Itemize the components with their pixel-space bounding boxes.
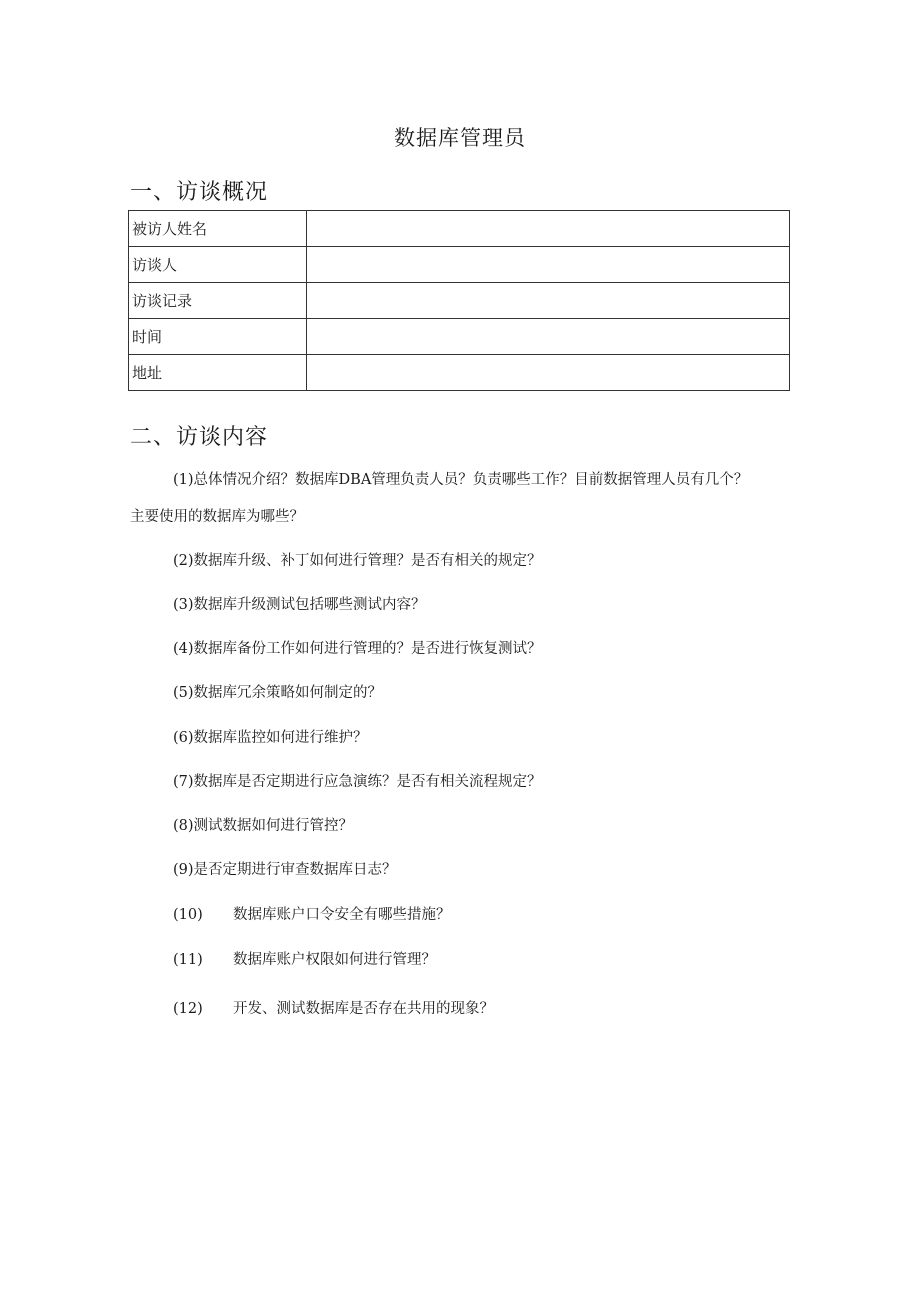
question-number: (3) [173,597,194,613]
question-text: 数据库账户口令安全有哪些措施？ [233,907,451,923]
question-text: 总体情况介绍？数据库DBA管理负责人员？负责哪些工作？目前数据管理人员有几个？ [193,472,749,488]
question-text: 开发、测试数据库是否存在共用的现象？ [233,1001,494,1017]
question-6 [173,728,368,748]
question-text: 数据库升级、补丁如何进行管理？是否有相关的规定？ [193,553,542,569]
question-text: 数据库监控如何进行维护？ [193,730,368,746]
question-number: (9) [173,862,194,878]
table-row [129,355,790,391]
question-7 [173,772,542,792]
question-text: 数据库升级测试包括哪些测试内容？ [193,597,426,613]
value-interviewee-name [307,211,790,247]
table-row [129,247,790,283]
question-3 [173,595,426,615]
question-8 [173,816,353,836]
label-time: 时间 [129,319,307,355]
question-number: (8) [173,818,194,834]
question-text: 数据库是否定期进行应急演练？是否有相关流程规定？ [193,774,542,790]
question-number: (12) [173,1001,203,1017]
question-number: (1) [173,472,194,488]
question-text: 数据库账户权限如何进行管理？ [233,952,436,968]
question-number: (5) [173,685,194,701]
question-number: (4) [173,641,194,657]
question-11 [173,950,436,970]
table-row [129,319,790,355]
value-interview-record [307,283,790,319]
table-row [129,211,790,247]
value-interviewer [307,247,790,283]
question-1-continuation: 主要使用的数据库为哪些？ [130,509,304,525]
label-address: 地址 [129,355,307,391]
label-interview-record: 访谈记录 [129,283,307,319]
question-2 [173,551,542,571]
question-1 [173,470,748,490]
table-row [129,283,790,319]
question-number: (6) [173,730,194,746]
question-4 [173,639,542,659]
question-number: (2) [173,553,194,569]
question-number: (11) [173,952,203,968]
question-5 [173,683,382,703]
section-heading-overview: 一、访谈概况 [130,180,269,205]
label-interviewee-name: 被访人姓名 [129,211,307,247]
question-9 [173,860,397,880]
value-address [307,355,790,391]
section-heading-content: 二、访谈内容 [130,425,269,450]
value-time [307,319,790,355]
question-10 [173,905,451,925]
question-text: 测试数据如何进行管控？ [193,818,354,834]
label-interviewer: 访谈人 [129,247,307,283]
question-number: (10) [173,907,203,923]
interview-overview-table [128,210,790,391]
question-text: 数据库备份工作如何进行管理的？是否进行恢复测试？ [193,641,542,657]
question-text: 是否定期进行审查数据库日志？ [193,862,397,878]
document-title: 数据库管理员 [394,126,526,150]
question-text: 数据库冗余策略如何制定的？ [193,685,383,701]
question-12 [173,999,494,1019]
question-number: (7) [173,774,194,790]
